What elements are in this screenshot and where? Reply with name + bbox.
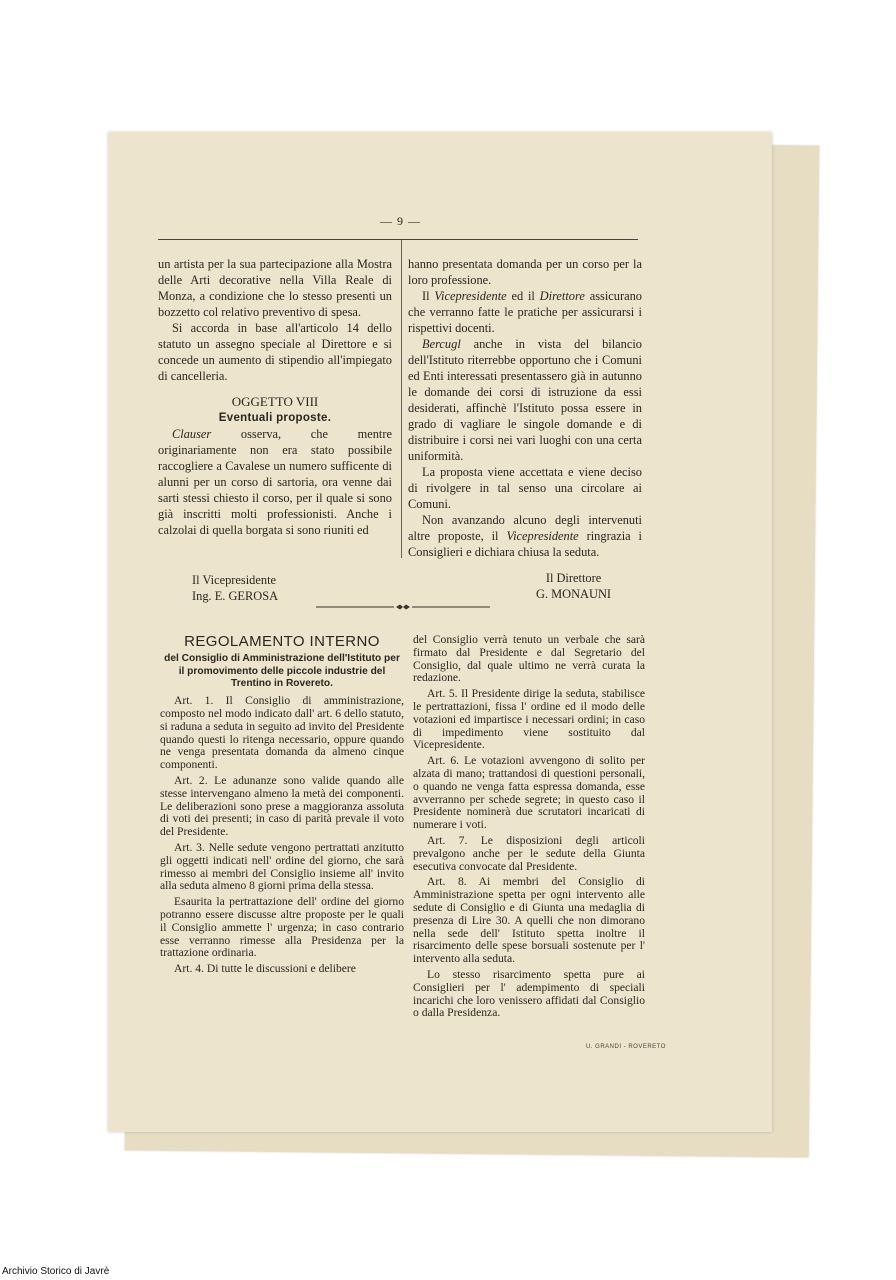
text: Non avanzando alcuno degli intervenuti altre proposte, il <box>408 513 642 543</box>
signature-name: G. MONAUNI <box>536 587 612 601</box>
article-5: Art. 5. Il Presidente dirige la seduta, stabilisce le pertrattazioni, fissa l' ordine ed il modo delle votazioni ed impartisce i necessari ordini; in caso di impedimento viene sostituito dal Vicepresidente. <box>413 687 645 752</box>
article-8-continued: Lo stesso risarcimento spetta pure ai Consiglieri per l' adempimento di speciali incarichi che loro venissero affidati dal Consiglio o dalla Presidenza. <box>413 967 645 1020</box>
document-page <box>108 132 772 1132</box>
page-number: — 9 — <box>380 214 421 228</box>
regolamento-title: REGOLAMENTO INTERNO <box>184 633 380 650</box>
regolamento-column-left <box>160 633 404 979</box>
role-name: Direttore <box>539 289 585 303</box>
minutes-column-left <box>158 256 392 538</box>
printer-mark: U. GRANDI - ROVERETO <box>586 1044 666 1050</box>
archive-label: Archivio Storico di Javrè <box>2 1266 110 1277</box>
ornamental-divider <box>316 603 490 611</box>
signature-vicepresidente <box>192 572 278 604</box>
section-title: OGGETTO VIII <box>231 394 319 409</box>
article-4: Art. 4. Di tutte le discussioni e delibere <box>174 962 356 976</box>
regolamento-column-right <box>413 634 645 1023</box>
text: ed il <box>506 289 540 303</box>
paragraph-text: osserva, che mentre originariamente non era stato possibile raccogliere a Cavalese un numero sufficente di alunni per un corso di sartoria, ora venne dai sarti stessi chiesto il corso, per il quale si sono già inscritti molti professionisti. Anche i calzolai di quella borgata si sono riuniti ed <box>158 427 392 537</box>
minutes-column-right <box>408 256 642 560</box>
text: Il <box>422 289 435 303</box>
paragraph <box>408 336 642 464</box>
role-name: Vicepresidente <box>434 289 507 303</box>
paragraph: La proposta viene accettata e viene deciso di rivolgere in tal senso una circolare ai Comuni. <box>408 465 642 511</box>
text: ringrazia i Consiglieri e dichiara chiusa la seduta. <box>408 529 642 559</box>
speaker-name: Clauser <box>172 427 212 441</box>
signature-role: Il Vicepresidente <box>192 573 277 587</box>
paragraph: Si accorda in base all'articolo 14 dello statuto un assegno speciale al Direttore e si concede un aumento di stipendio all'impiegato di cancelleria. <box>158 321 392 383</box>
signature-role: Il Direttore <box>545 571 602 585</box>
paragraph <box>158 426 392 538</box>
signature-direttore <box>536 570 611 602</box>
article-6: Art. 6. Le votazioni avvengono di solito per alzata di mano; trattandosi di questioni personali, o quando ne venga fatta espressa domanda, esse avverranno per schede segrete; in questo caso il Presidente nominerà due scrutatori incaricati di numerare i voti. <box>413 754 645 832</box>
article-2: Art. 2. Le adunanze sono valide quando alle stesse intervengano almeno la metà dei componenti. Le deliberazioni sono prese a maggioranza assoluta di voti dei presenti; in caso di parità prevale il voto del Presidente. <box>160 773 404 839</box>
speaker-name: Bercugl <box>422 337 461 351</box>
paragraph <box>408 288 642 336</box>
role-name: Vicepresidente <box>506 529 579 543</box>
column-divider <box>401 240 402 558</box>
article-7: Art. 7. Le disposizioni degli articoli prevalgono anche per le sedute della Giunta esecutiva convocate dal Presidente. <box>413 833 645 873</box>
article-1: Art. 1. Il Consiglio di amministrazione, composto nel modo indicato dall' art. 6 dello statuto, si raduna a seduta in seguito ad invito del Presidente quando questi lo ritenga necessario, oppure quando ne venga presentata domanda da almeno cinque componenti. <box>160 694 404 772</box>
paragraph-text: anche in vista del bilancio dell'Istituto riterrebbe opportuno che i Comuni ed Enti interessati presentassero già in autunno le domande dei corsi di istruzione da essi desiderati, affinchè l'Istituto possa essere in grado di vagliare le singole domande e di distribuire i corsi nei vari luoghi con una certa uniformità. <box>408 337 642 463</box>
text: assicurano che verranno fatte le pratiche per assicurarsi i rispettivi docenti. <box>408 289 642 335</box>
article-8: Art. 8. Ai membri del Consiglio di Amministrazione spetta per ogni intervento alle sedute di Consiglio e di Giunta una medaglia di presenza di Lire 30. A quelli che non dimorano nella sede dell' Istituto spetta inoltre il risarcimento delle spese borsuali sostenute per l' intervento alla seduta. <box>413 875 645 966</box>
paragraph: un artista per la sua partecipazione alla Mostra delle Arti decorative nella Villa Reale di Monza, a condizione che lo stesso presenti un bozzetto col relativo preventivo di spesa. <box>158 257 392 319</box>
section-subtitle: Eventuali proposte. <box>218 412 332 424</box>
header-rule <box>158 239 638 240</box>
signature-name: Ing. E. GEROSA <box>192 589 279 603</box>
paragraph <box>408 512 642 560</box>
paragraph: hanno presentata domanda per un corso per la loro professione. <box>408 257 642 287</box>
article-3-continued: Esaurita la pertrattazione dell' ordine del giorno potranno essere discusse altre proposte per le quali il Consiglio ammette l' urgenza; in caso contrario esse verranno rimesse alla Presidenza per la trattazione ordinaria. <box>160 895 404 960</box>
article-4-continued: del Consiglio verrà tenuto un verbale che sarà firmato dal Presidente e dal Segretario del Consiglio, dal quale ultimo ne verrà curata la redazione. <box>413 633 645 685</box>
article-3: Art. 3. Nelle sedute vengono pertrattati anzitutto gli oggetti indicati nell' ordine del giorno, che sarà rimesso ai membri del Consiglio insieme all' invito alla seduta almeno 8 giorni prima della stessa. <box>160 840 404 893</box>
regolamento-subtitle: del Consiglio di Amministrazione dell'Istituto per il promovimento delle piccole industrie del Trentino in Rovereto. <box>164 652 400 690</box>
